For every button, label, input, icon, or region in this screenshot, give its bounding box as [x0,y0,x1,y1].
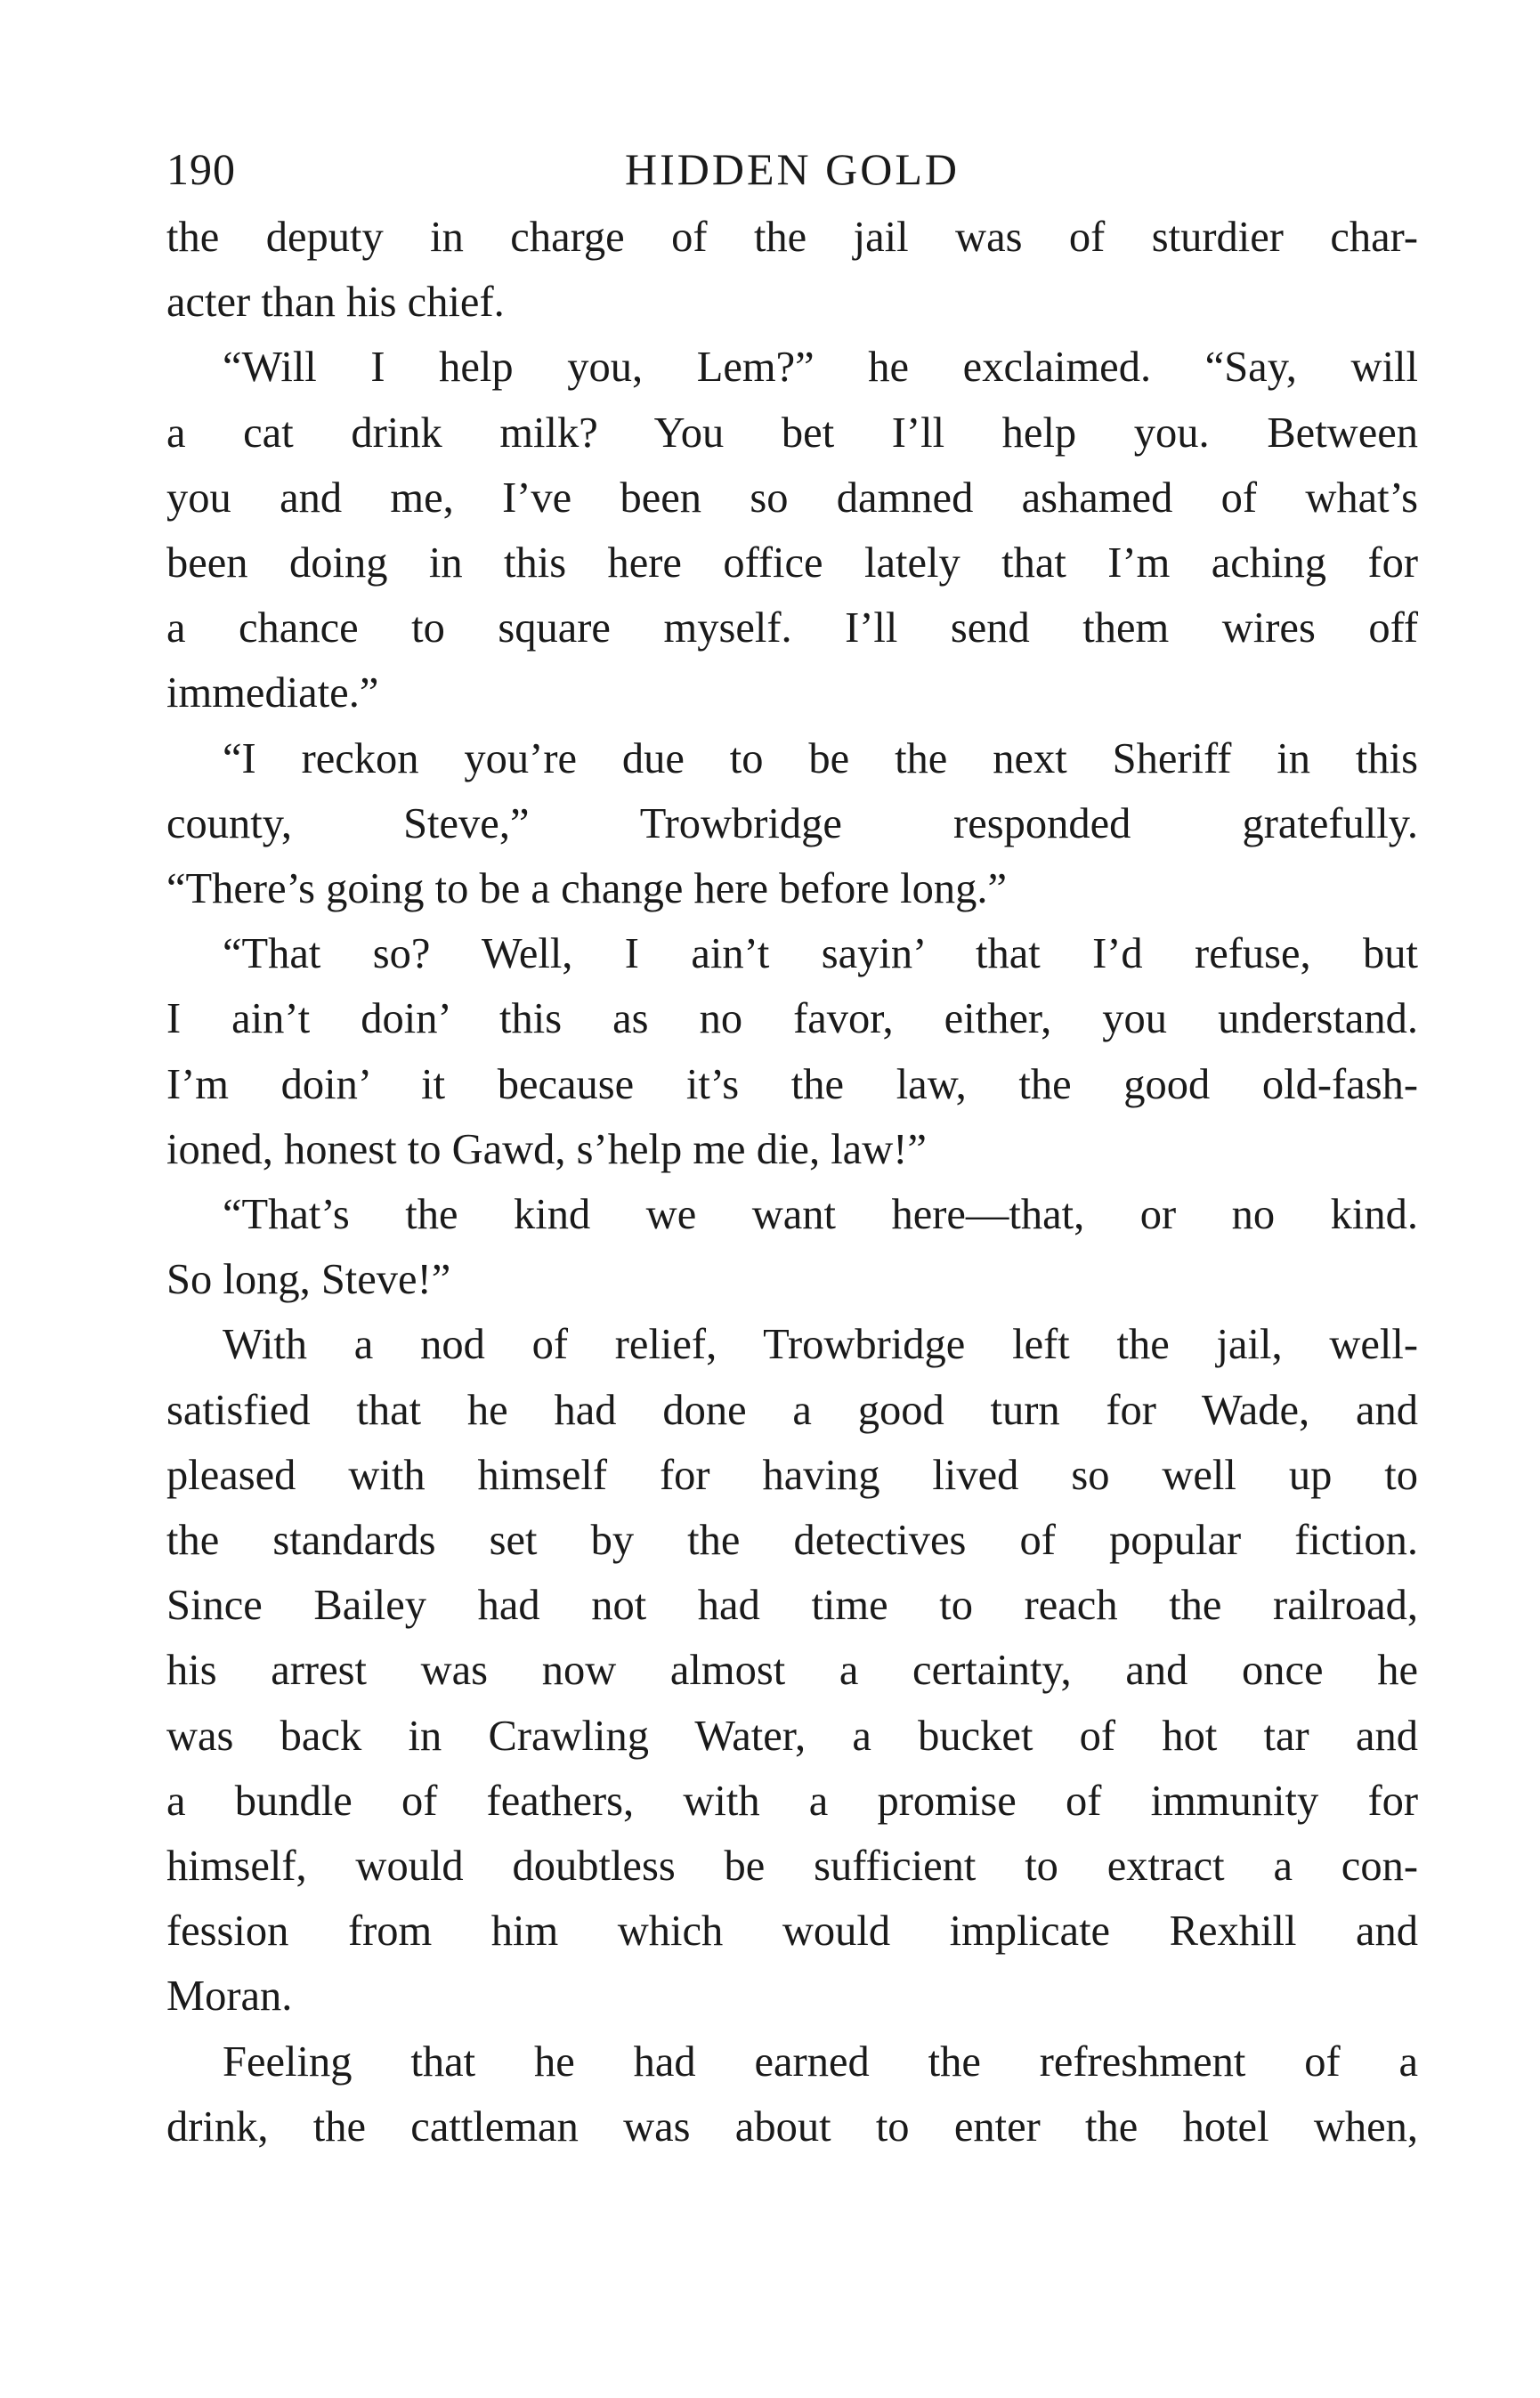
text-line: drink, the cattleman was about to enter the hotel when, [166,2102,1418,2151]
text-line: acter than his chief. [166,279,505,327]
body-text [166,205,1418,2159]
text-line: county, Steve,” Trowbridge responded gratefully. [166,799,1418,847]
text-line: the standards set by the detectives of popular fiction. [166,1517,1418,1565]
page-number: 190 [166,144,236,194]
text-line: the deputy in charge of the jail was of sturdier char- [166,214,1418,261]
text-line: Feeling that he had earned the refreshment of a [223,2037,1418,2086]
text-line: “That’s the kind we want here—that, or no kind. [223,1191,1418,1239]
text-line: “I reckon you’re due to be the next Sheriff in this [223,734,1418,782]
text-line: I ain’t doin’ this as no favor, either, you understand. [166,995,1418,1043]
text-line: I’m doin’ it because it’s the law, the good old-fash- [166,1060,1418,1108]
text-line: satisfied that he had done a good turn for Wade, and [166,1386,1418,1434]
paragraph [166,921,1418,1182]
book-title: HIDDEN GOLD [625,144,960,194]
text-line: “That so? Well, I ain’t sayin’ that I’d refuse, but [223,930,1418,978]
text-line: been doing in this here office lately that I’m aching for [166,539,1418,587]
text-line: “There’s going to be a change here before long.” [166,865,1007,913]
paragraph [166,335,1418,725]
text-line: Moran. [166,1973,293,2021]
text-line: So long, Steve!” [166,1256,451,1304]
text-line: a chance to square myself. I’ll send them wires off [166,604,1418,652]
text-line: pleased with himself for having lived so well up to [166,1451,1418,1499]
text-line: With a nod of relief, Trowbridge left the jail, well- [223,1321,1418,1369]
text-line: was back in Crawling Water, a bucket of hot tar and [166,1712,1418,1760]
text-line: fession from him which would implicate Rexhill and [166,1908,1418,1956]
text-line: immediate.” [166,669,379,717]
book-page [166,134,1418,2159]
text-line: himself, would doubtless be sufficient to extract a con- [166,1843,1418,1891]
text-line: Since Bailey had not had time to reach the railroad, [166,1582,1418,1630]
paragraph [166,726,1418,922]
text-line: you and me, I’ve been so damned ashamed of what’s [166,474,1418,522]
text-line: a cat drink milk? You bet I’ll help you. Between [166,409,1418,457]
paragraph [166,1182,1418,1312]
paragraph [166,1312,1418,2029]
text-line: his arrest was now almost a certainty, and once he [166,1647,1418,1695]
running-head [166,134,1418,205]
text-line: a bundle of feathers, with a promise of immunity for [166,1777,1418,1825]
paragraph [166,205,1418,335]
text-line: ioned, honest to Gawd, s’help me die, law!” [166,1125,927,1173]
paragraph [166,2029,1418,2159]
text-line: “Will I help you, Lem?” he exclaimed. “Say, will [223,344,1418,392]
